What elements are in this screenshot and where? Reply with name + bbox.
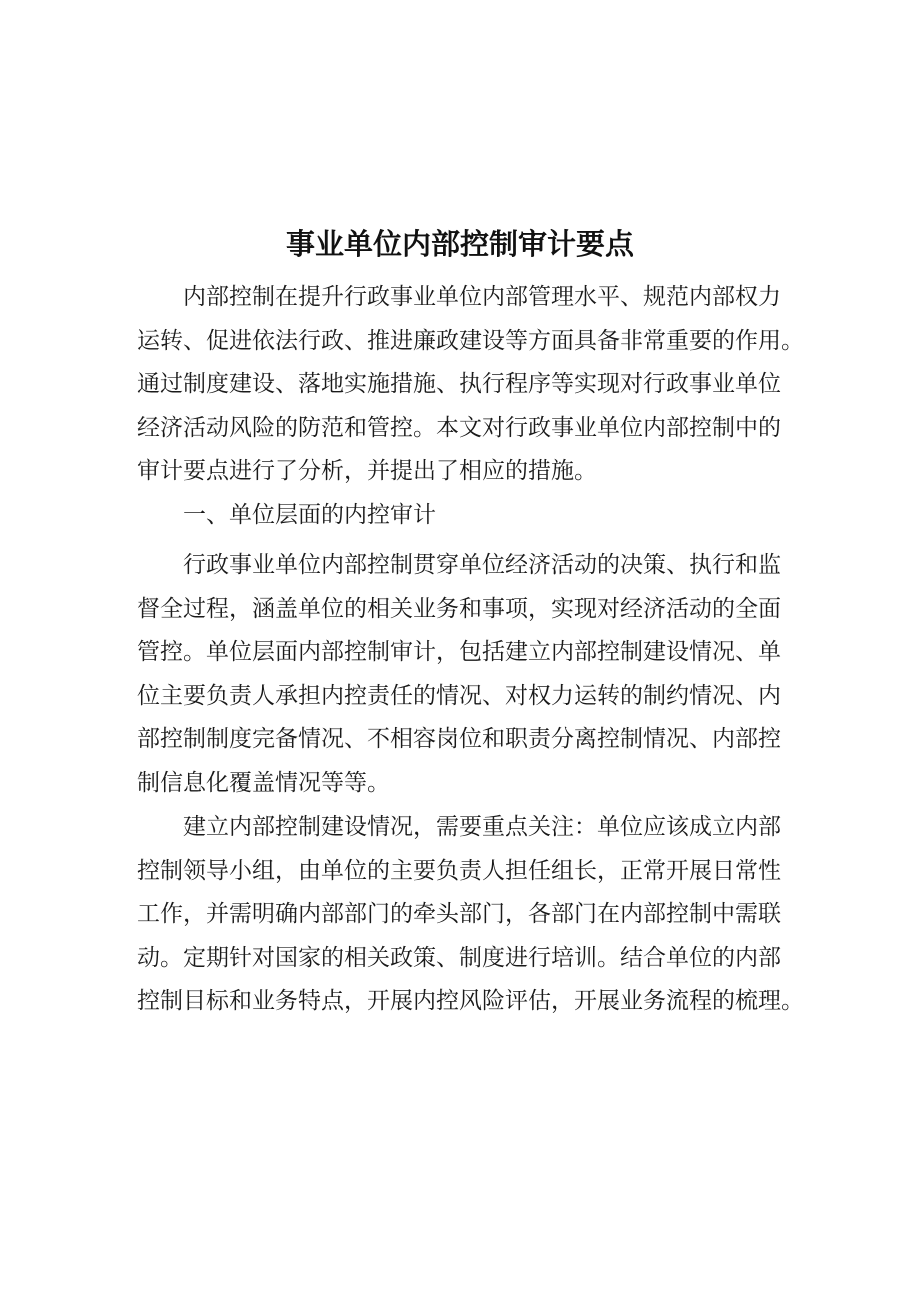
paragraph-intro (137, 276, 804, 494)
section-heading-text: 一、单位层面的内控审计 (183, 502, 436, 528)
paragraph-line: 行政事业单位内部控制贯穿单位经济活动的决策、执行和监 (183, 552, 781, 578)
paragraph-line: 控制目标和业务特点，开展内控风险评估，开展业务流程的梳理。 (137, 988, 804, 1014)
paragraph-line: 通过制度建设、落地实施措施、执行程序等实现对行政事业单位 (137, 371, 781, 397)
paragraph-line: 运转、促进依法行政、推进廉政建设等方面具备非常重要的作用。 (137, 327, 804, 354)
paragraph-line: 位主要负责人承担内控责任的情况、对权力运转的制约情况、内 (137, 682, 781, 709)
paragraph-unit-level (137, 544, 797, 805)
paragraph-line: 督全过程，涵盖单位的相关业务和事项，实现对经济活动的全面 (137, 595, 781, 622)
paragraph-line: 动。定期针对国家的相关政策、制度进行培训。结合单位的内部 (137, 944, 781, 971)
section-heading (137, 494, 797, 538)
paragraph-line: 内部控制在提升行政事业单位内部管理水平、规范内部权力 (183, 284, 781, 310)
paragraph-line: 建立内部控制建设情况，需要重点关注：单位应该成立内部 (183, 814, 781, 840)
paragraph-line: 经济活动风险的防范和管控。本文对行政事业单位内部控制中的 (137, 414, 781, 441)
paragraph-construction (137, 806, 804, 1024)
document-title: 事业单位内部控制审计要点 (285, 227, 634, 261)
paragraph-line: 控制领导小组，由单位的主要负责人担任组长，正常开展日常性 (137, 857, 781, 884)
paragraph-line: 工作，并需明确内部部门的牵头部门，各部门在内部控制中需联 (137, 901, 781, 927)
paragraph-line: 制信息化覆盖情况等等。 (137, 769, 390, 796)
paragraph-line: 部控制制度完备情况、不相容岗位和职责分离控制情况、内部控 (137, 726, 781, 752)
paragraph-line: 审计要点进行了分析，并提出了相应的措施。 (137, 458, 597, 484)
paragraph-line: 管控。单位层面内部控制审计，包括建立内部控制建设情况、单 (137, 639, 781, 665)
